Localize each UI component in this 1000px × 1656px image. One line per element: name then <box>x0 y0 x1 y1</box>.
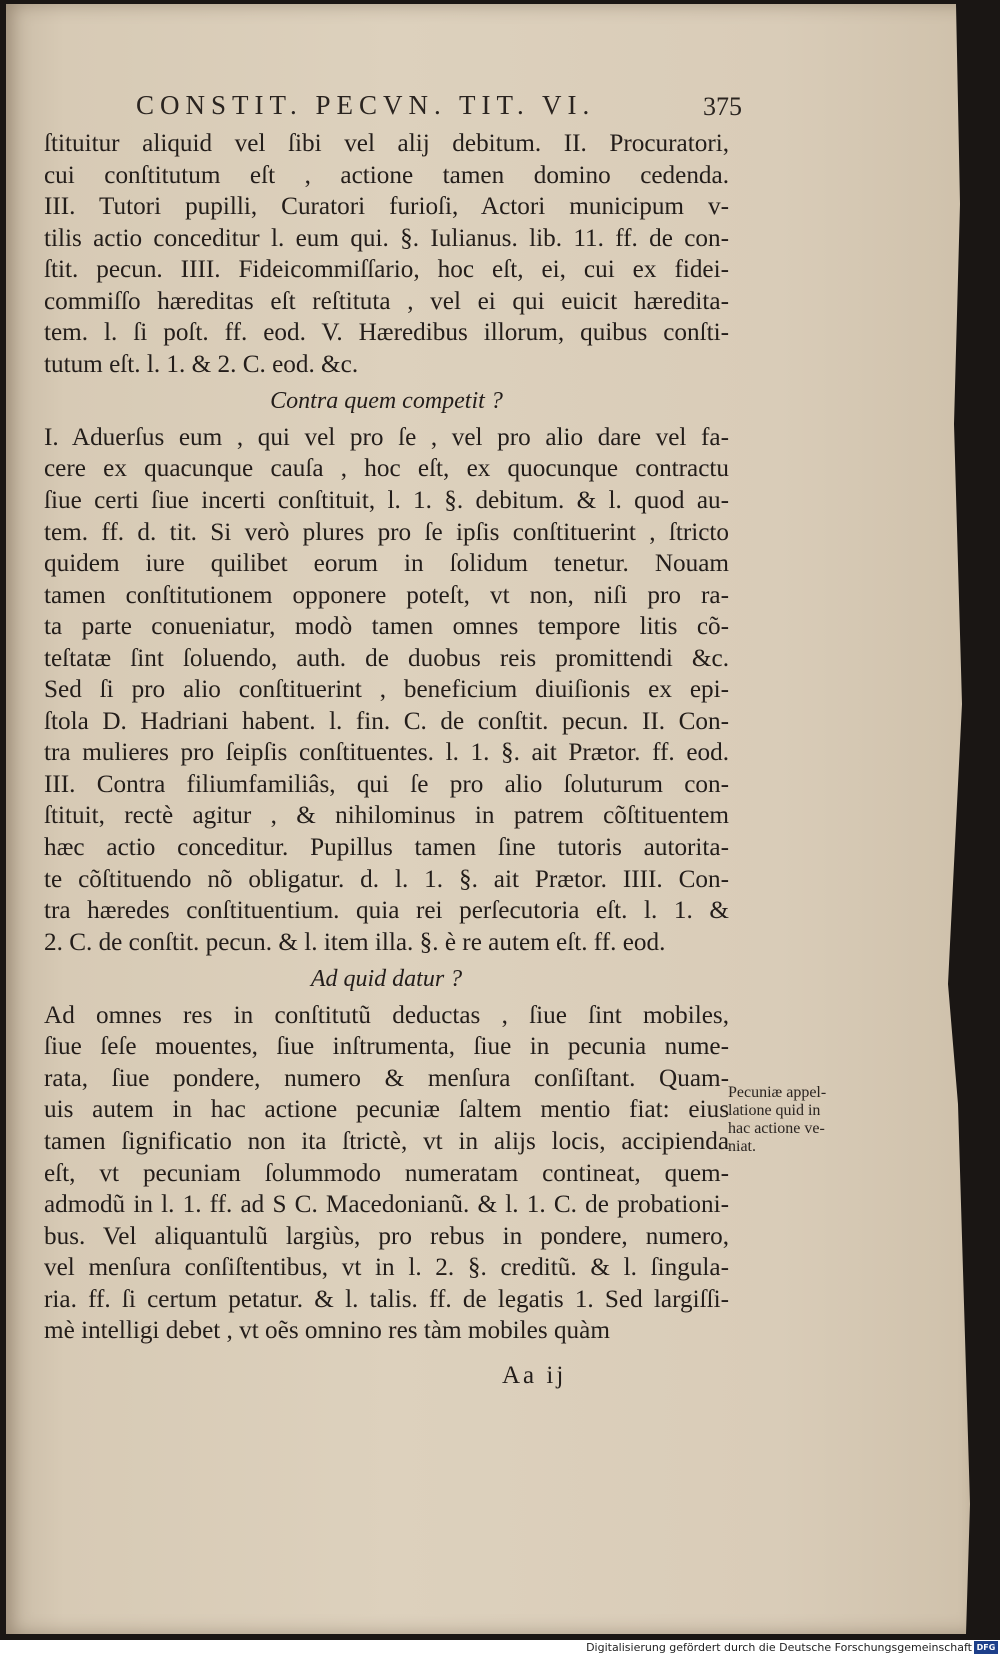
text-line: tra hæredes conſtituentium. quia rei perſecutoria eſt. l. 1. & <box>44 897 729 925</box>
text-line: tilis actio conceditur l. eum qui. §. Iulianus. lib. 11. ff. de con- <box>44 224 729 252</box>
text-line: Sed ſi pro alio conſtituerint , beneficium diuiſionis ex epi- <box>44 676 729 704</box>
text-line: tamen conſtitutionem opponere poteſt, vt non, niſi pro ra- <box>44 581 729 609</box>
signature-mark: Aa ij <box>502 1362 567 1389</box>
text-line: ta parte conueniatur, modò tamen omnes tempore litis cõ- <box>44 613 729 641</box>
text-line: ſtituitur aliquid vel ſibi vel alij debitum. II. Procuratori, <box>44 130 729 157</box>
text-line: teſtatæ ſint ſoluendo, auth. de duobus reis promittendi &c. <box>44 644 729 672</box>
text-line: tem. ff. d. tit. Si verò plures pro ſe ipſis conſtituerint , ſtricto <box>44 518 729 546</box>
margin-note-line: hac actione ve- <box>728 1120 825 1137</box>
text-line: commiſſo hæreditas eſt reſtituta , vel ei qui euicit hæredita- <box>44 287 729 315</box>
text-line: ria. ff. ſi certum petatur. & l. talis. ff. de legatis 1. Sed largiſſi- <box>44 1285 729 1313</box>
text-line: ſiue certi ſiue incerti conſtituit, l. 1. §. debitum. & l. quod au- <box>44 487 729 515</box>
text-line: tem. l. ſi poſt. ff. eod. V. Hæredibus illorum, quibus conſti- <box>44 319 729 347</box>
text-line: III. Contra filiumfamiliâs, qui ſe pro alio ſoluturum con- <box>44 770 729 798</box>
text-line: eſt, vt pecuniam ſolummodo numeratam contineat, quem- <box>44 1159 729 1187</box>
dfg-logo: DFG <box>974 1641 998 1654</box>
text-line: Ad omnes res in conſtitutũ deductas , ſiue ſint mobiles, <box>44 1001 729 1029</box>
text-line: cere ex quacunque cauſa , hoc eſt, ex quocunque contractu <box>44 455 729 483</box>
text-line: admodũ in l. 1. ff. ad S C. Macedonianũ. & l. 1. C. de probationi- <box>44 1191 729 1219</box>
text-line: 2. C. de conſtit. pecun. & l. item illa. §. è re autem eſt. ff. eod. <box>44 928 666 956</box>
text-line: tamen ſignificatio non ita ſtrictè, vt in alijs locis, accipienda <box>44 1127 729 1155</box>
margin-note-line: latione quid in <box>728 1102 821 1119</box>
main-text <box>44 128 729 1347</box>
funding-credit: Digitalisierung gefördert durch die Deutsche Forschungsgemeinschaft <box>586 1641 972 1654</box>
text-line: ſtituit, rectè agitur , & nihilominus in patrem cõſtituentem <box>44 802 729 830</box>
text-line: ſtola D. Hadriani habent. l. fin. C. de conſtit. pecun. II. Con- <box>44 707 729 735</box>
text-line: tra mulieres pro ſeipſis conſtituentes. l. 1. §. ait Prætor. ff. eod. <box>44 739 729 767</box>
paragraph-contra-quem <box>44 422 729 958</box>
margin-note <box>728 1084 858 1156</box>
section-heading-ad-quid: Ad quid datur ? <box>310 966 463 993</box>
page-number: 375 <box>703 92 742 121</box>
text-line: mè intelligi debet , vt oẽs omnino res tàm mobiles quàm <box>44 1317 610 1345</box>
paragraph-ad-quid <box>44 1000 729 1347</box>
book-page <box>6 4 972 1634</box>
text-line: bus. Vel aliquantulũ largiùs, pro rebus in pondere, numero, <box>44 1222 729 1250</box>
text-line: vel menſura conſiſtentibus, vt in l. 2. §. creditũ. & l. ſingula- <box>44 1254 729 1282</box>
text-line: ſiue ſeſe mouentes, ſiue inſtrumenta, ſiue in pecunia nume- <box>44 1033 729 1061</box>
text-line: cui conſtitutum eſt , actione tamen domino cedenda. <box>44 161 729 189</box>
text-line: uis autem in hac actione pecuniæ ſaltem mentio fiat: eius <box>44 1096 729 1124</box>
text-line: hæc actio conceditur. Pupillus tamen ſine tutoris autorita- <box>44 834 729 862</box>
margin-note-line: niat. <box>728 1138 756 1155</box>
running-head: CONSTIT. PECVN. TIT. VI. <box>136 90 596 120</box>
section-heading-contra-quem: Contra quem competit ? <box>270 388 503 415</box>
text-line: rata, ſiue pondere, numero & menſura conſiſtant. Quam- <box>44 1064 729 1092</box>
text-line: I. Aduerſus eum , qui vel pro ſe , vel pro alio dare vel fa- <box>44 423 729 451</box>
paragraph-recipients <box>44 128 729 380</box>
text-line: ſtit. pecun. IIII. Fideicommiſſario, hoc eſt, ei, cui ex fidei- <box>44 256 729 284</box>
text-line: tutum eſt. l. 1. & 2. C. eod. &c. <box>44 350 359 378</box>
margin-note-line: Pecuniæ appel- <box>728 1084 827 1101</box>
digitization-footer <box>0 1640 1000 1656</box>
text-line: quidem iure quilibet eorum in ſolidum tenetur. Nouam <box>44 550 729 578</box>
text-line: III. Tutori pupilli, Curatori furioſi, Actori municipum v- <box>44 193 729 221</box>
text-line: te cõſtituendo nõ obligatur. d. l. 1. §. ait Prætor. IIII. Con- <box>44 865 729 893</box>
paper-edge <box>934 4 974 1634</box>
